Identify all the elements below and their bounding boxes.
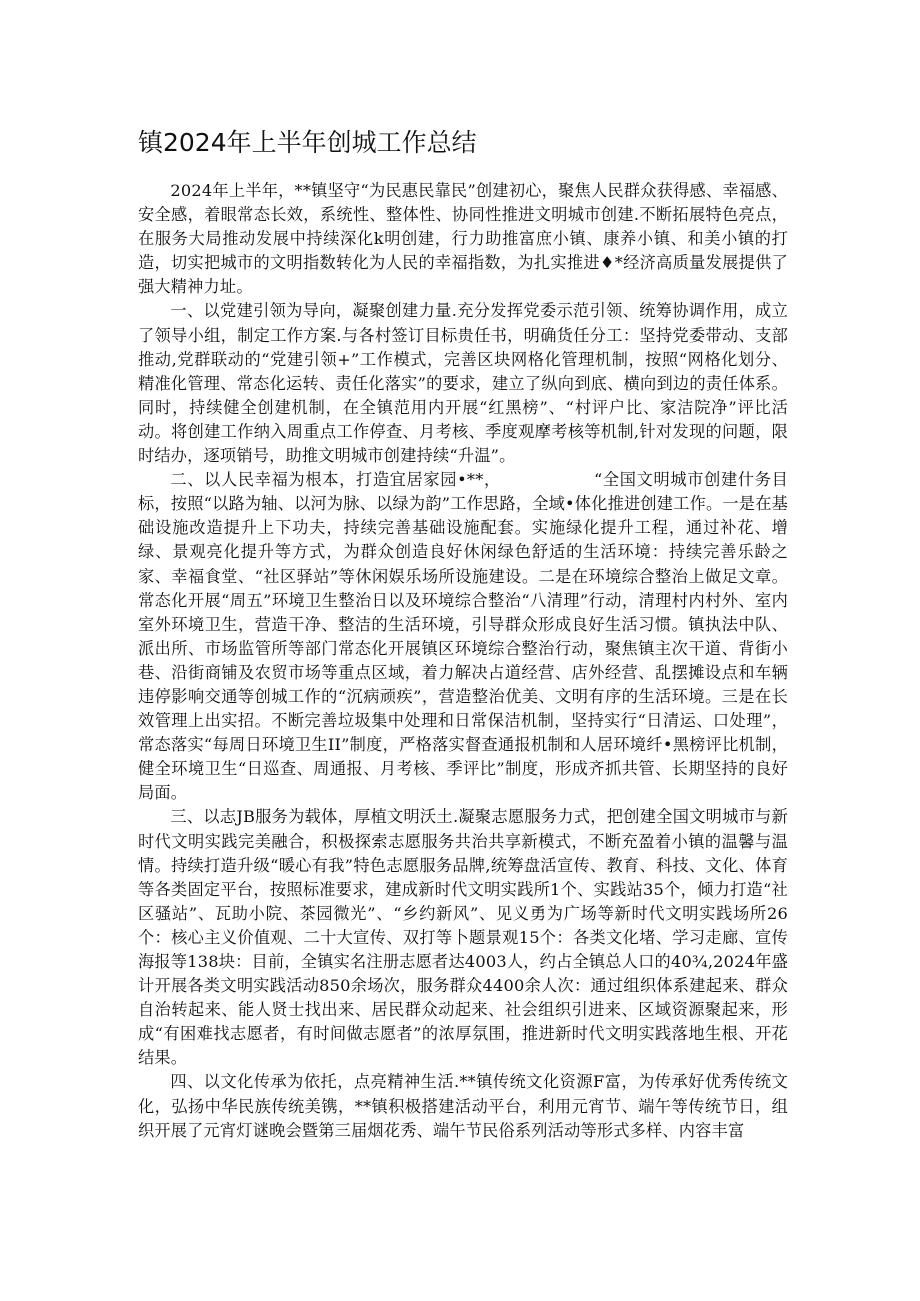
section-1-paragraph: 一、以党建引领为导向，凝聚创建力量.充分发挥党委示范引领、统筹协调作用，成立了领导小组，制定工作方案.与各村签订目标贵任书，明确货任分工：坚持党委带动、支部推动,党群联动的“党建引领+”工作模式，完善区块网格化管理机制，按照“网格化划分、精准化管理、常态化运转、责任化落实”的要求，建立了纵向到底、横向到边的责任体系。同时，持续健全创建机制，在全镇范用内开展“红黑榜”、“村评户比、家洁院净”评比活动。将创建工作纳入周重点工作停查、月考核、季度观摩考核等机制,针对发现的问题，限时结办，逐项销号，助推文明城市创建持续“升温”。 [138, 301, 788, 466]
intro-paragraph: 2024年上半年，**镇坚守“为民惠民靠民”创建初心，聚焦人民群众获得感、幸福感、安全感，着眼常态长效，系统性、整体性、协同性推进文明城市创建.不断拓展特色亮点，在服务大局推动发展中持续深化k明创建，行力助推富庶小镇、康养小镇、和美小镇的打造，切实把城市的文明指数转化为人民的幸福指数，为扎实推进♦*经济高质量发展提供了强大精神力址。 [138, 181, 788, 297]
section-3-paragraph: 三、以志JB服务为载体，厚植文明沃土.凝聚志愿服务力式，把创建全国文明城市与新时代文明实践完美融合，积极探索志愿服务共治共享新模式，不断充盈着小镇的温馨与温情。持续打造升级“暖心有我”特色志愿服务品牌,统筹盘活宣传、教育、科技、文化、体育等各类固定平台，按照标准要求，建成新时代文明实践所1个、实践站35个，倾力打造“社区骚站”、瓦助小院、茶园微光”、“乡约新风”、见义勇为广场等新时代文明实践场所26个：核心主义价值观、二十大宣传、双打等卜题景观15个：各类文化堵、学习走廊、宣传海报等138块：目前，全镇实名注册志愿者达4003人，约占全镇总人口的40¾,2024年盛计开展各类文明实践活动850余场次，服务群众4400余人次：通过组织体系建起来、群众自治转起来、能人贤士找出来、居民群众动起来、社会组织引进来、区域资源聚起来，形成“有困难找志愿者，有时间做志愿者”的浓厚氛围，推进新时代文明实践落地生根、开花结果。 [138, 807, 788, 1068]
section-2-paragraph: 二、以人民幸福为根本，打造宜居家园•**， “全国文明城市创建什务目标，按照“以路为轴、以河为脉、以绿为韵”工作思路，全域•体化推进创建工作。一是在基础设施改造提升上下功夫，持续完善基础设施配套。实施绿化提升工程，通过补花、增绿、景观亮化提升等方式，为群众创造良好休闲绿色舒适的生活环境：持续完善乐龄之家、幸福食堂、“社区驿站”等休闲娱乐场所设施建设。二是在环境综合整治上做足文章。常态化开展“周五”环境卫生整治日以及环境综合整治“八清理”行动，清理村内村外、室内室外环境卫生，营造干净、整洁的生活环境，引导群众形成良好生活习惯。镇执法中队、派出所、市场监管所等部门常态化开展镇区环境综合整治行动，聚焦镇主次干道、背街小巷、沿街商铺及农贸市场等重点区域，着力解决占道经营、店外经营、乱摆摊设点和车辆违停影响交通等创城工作的“沉病顽疾”，营造整治优美、文明有序的生活环境。三是在长效管理上出实招。不断完善垃圾集中处理和日常保洁机制，坚持实行“日清运、口处理”，常态落实“每周日环境卫生II”制度，严格落实督查通报机制和人居环境纤•黑榜评比机制，健全环境卫生“日巡查、周通报、月考核、季评比”制度，形成齐抓共管、长期坚持的良好局面。 [138, 470, 788, 803]
section-4-paragraph: 四、以文化传承为依托，点亮精神生活.**镇传统文化资源F富，为传承好优秀传统文化，弘扬中华民族传统美镌，**镇积极搭建活动平台，利用元宵节、端午等传统节日，组织开展了元宵灯谜晚会暨第三届烟花秀、端午节民俗系列活动等形式多样、内容丰富 [138, 1072, 788, 1140]
document-title: 镇2024年上半年创城工作总结 [138, 128, 477, 157]
document-body [138, 179, 788, 1143]
